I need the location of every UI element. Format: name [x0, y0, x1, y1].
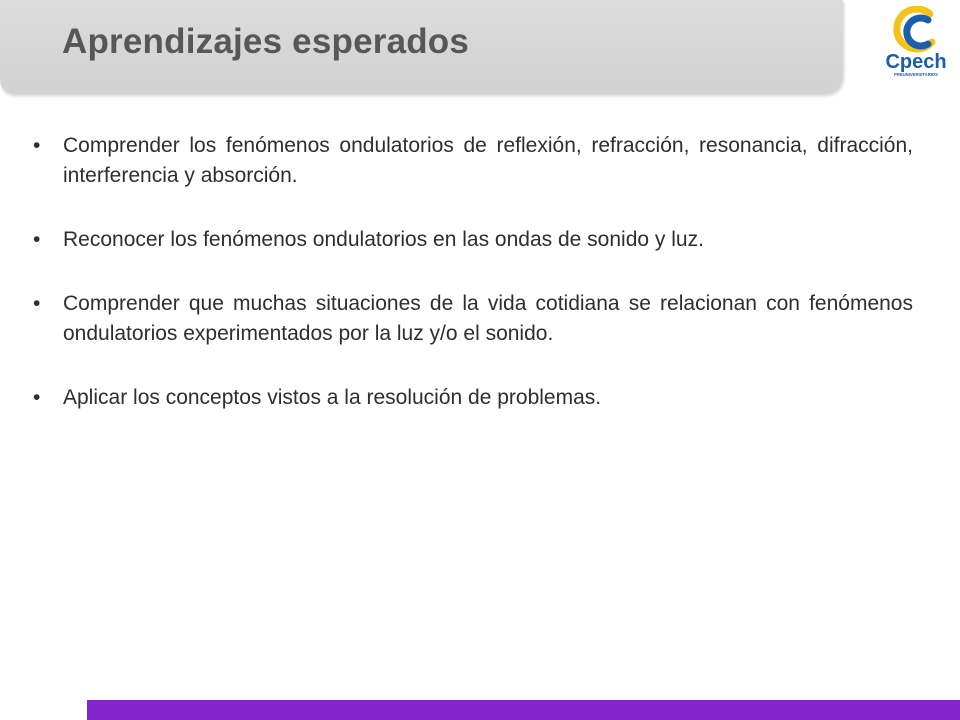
bullet-text: Comprender que muchas situaciones de la vida cotidiana se relacionan con fenómenos ondulatorios experimentados por la luz y/o el sonido. — [63, 292, 913, 345]
bullet-list — [33, 131, 913, 447]
bullet-item — [33, 289, 913, 349]
bullet-dot: • — [33, 386, 41, 409]
bullet-item — [33, 225, 913, 255]
bullet-text: Reconocer los fenómenos ondulatorios en las ondas de sonido y luz. — [63, 228, 704, 251]
slide-title: Aprendizajes esperados — [62, 22, 470, 61]
bullet-text: Aplicar los conceptos vistos a la resolución de problemas. — [63, 386, 602, 409]
bullet-dot: • — [33, 228, 41, 251]
bullet-item — [33, 383, 913, 413]
title-band — [0, 0, 843, 94]
logo-wordmark: Cpech — [885, 51, 947, 73]
footer-bar — [87, 700, 960, 720]
bullet-dot: • — [33, 292, 41, 315]
bullet-dot: • — [33, 134, 41, 157]
cpech-logo-icon — [876, 6, 956, 78]
bullet-item — [33, 131, 913, 191]
bullet-text: Comprender los fenómenos ondulatorios de reflexión, refracción, resonancia, difracción, interferencia y absorción. — [63, 134, 913, 187]
logo-subtitle: PREUNIVERSITARIOS — [894, 72, 938, 77]
cpech-logo — [876, 6, 956, 78]
